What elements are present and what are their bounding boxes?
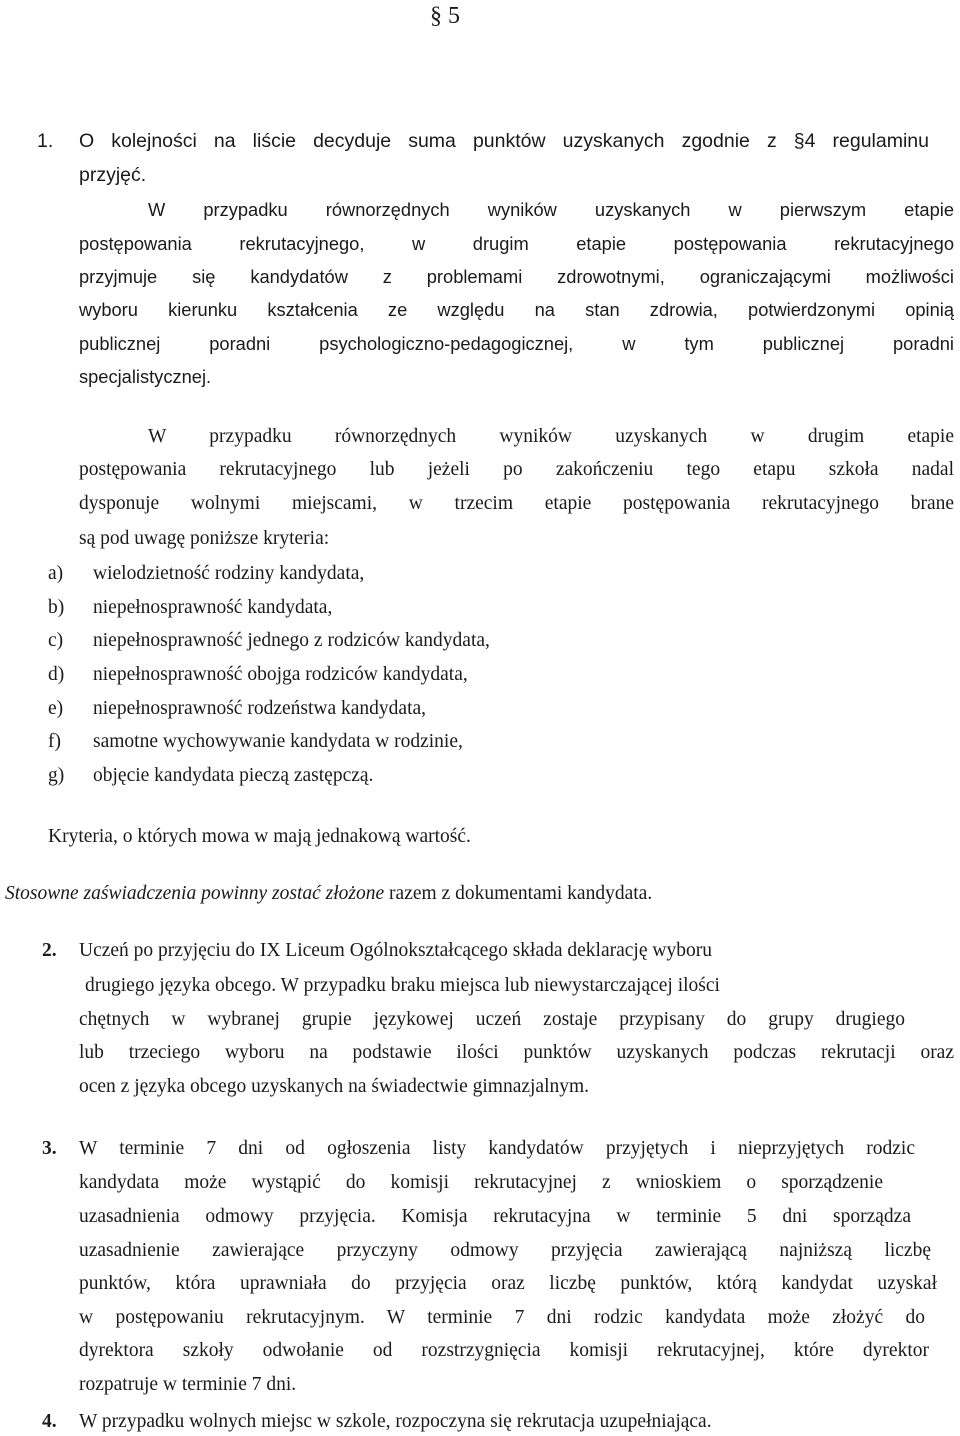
section-3-line: dyrektora szkoły odwołanie od rozstrzygnięcia komisji rekrutacyjnej, które dyrektor <box>79 1340 929 1361</box>
section-2-line: drugiego języka obcego. W przypadku braku miejsca lub niewystarczającej ilości <box>85 975 720 996</box>
criteria-item: niepełnosprawność kandydata, <box>93 597 333 618</box>
criteria-note: Kryteria, o których mowa w mają jednakową wartość. <box>48 826 471 847</box>
certificates-rest: razem z dokumentami kandydata. <box>384 883 653 904</box>
criteria-item: objęcie kandydata pieczą zastępczą. <box>93 765 374 786</box>
para2-line: są pod uwagę poniższe kryteria: <box>79 528 330 549</box>
criteria-item: samotne wychowywanie kandydata w rodzinie, <box>93 731 463 752</box>
section-3-line: kandydata może wystąpić do komisji rekrutacyjnej z wnioskiem o sporządzenie <box>79 1172 883 1193</box>
section-3-number: 3. <box>42 1138 57 1159</box>
section-2-line: lub trzeciego wyboru na podstawie ilości punktów uzyskanych podczas rekrutacji oraz <box>79 1042 954 1063</box>
criteria-item: niepełnosprawność rodzeństwa kandydata, <box>93 698 427 719</box>
para2-line: postępowania rekrutacyjnego lub jeżeli po zakończeniu tego etapu szkoła nadal <box>79 459 954 480</box>
criteria-item: wielodzietność rodziny kandydata, <box>93 563 365 584</box>
section-2-number: 2. <box>42 940 57 961</box>
section-3-line: punktów, która uprawniała do przyjęcia oraz liczbę punktów, którą kandydat uzyskał <box>79 1273 937 1294</box>
para1-line: postępowania rekrutacyjnego, w drugim etapie postępowania rekrutacyjnego <box>79 233 954 254</box>
criteria-item: niepełnosprawność jednego z rodziców kandydata, <box>93 630 490 651</box>
para2-line: dysponuje wolnymi miejscami, w trzecim etapie postępowania rekrutacyjnego brane <box>79 493 954 514</box>
section-1-line: O kolejności na liście decyduje suma punktów uzyskanych zgodnie z §4 regulaminu <box>79 130 929 152</box>
criteria-letter: e) <box>48 698 64 719</box>
section-3-line: uzasadnienia odmowy przyjęcia. Komisja rekrutacyjna w terminie 5 dni sporządza <box>79 1206 911 1227</box>
section-4-number: 4. <box>42 1411 57 1432</box>
certificates-line <box>5 882 652 906</box>
criteria-letter: g) <box>48 765 65 786</box>
criteria-letter: d) <box>48 664 65 685</box>
para1-line: specjalistycznej. <box>79 366 212 387</box>
section-3-line: rozpatruje w terminie 7 dni. <box>79 1374 297 1395</box>
certificates-italic: Stosowne zaświadczenia powinny zostać złożone <box>5 883 385 904</box>
section-2-line: Uczeń po przyjęciu do IX Liceum Ogólnokształcącego składa deklarację wyboru <box>79 940 712 961</box>
criteria-item: niepełnosprawność obojga rodziców kandydata, <box>93 664 468 685</box>
para2-line: W przypadku równorzędnych wyników uzyskanych w drugim etapie <box>148 426 954 447</box>
section-4-line: W przypadku wolnych miejsc w szkole, rozpoczyna się rekrutacja uzupełniająca. <box>79 1411 712 1432</box>
section-2-line: ocen z języka obcego uzyskanych na świadectwie gimnazjalnym. <box>79 1076 590 1097</box>
section-3-line: w postępowaniu rekrutacyjnym. W terminie 7 dni rodzic kandydata może złożyć do <box>79 1307 925 1328</box>
criteria-letter: a) <box>48 563 64 584</box>
section-3-line: uzasadnienie zawierające przyczyny odmowy przyjęcia zawierającą najniższą liczbę <box>79 1240 931 1261</box>
section-2-line: chętnych w wybranej grupie językowej uczeń zostaje przypisany do grupy drugiego <box>79 1009 905 1030</box>
section-3-line: W terminie 7 dni od ogłoszenia listy kandydatów przyjętych i nieprzyjętych rodzic <box>79 1138 915 1159</box>
criteria-letter: b) <box>48 597 65 618</box>
para1-line: przyjmuje się kandydatów z problemami zdrowotnymi, ograniczającymi możliwości <box>79 266 954 287</box>
para1-line: W przypadku równorzędnych wyników uzyskanych w pierwszym etapie <box>148 199 954 220</box>
criteria-letter: f) <box>48 731 61 752</box>
para1-line: wyboru kierunku kształcenia ze względu na stan zdrowia, potwierdzonymi opinią <box>79 299 954 320</box>
section-1-line: przyjęć. <box>79 164 147 186</box>
section-1-number: 1. <box>37 130 54 152</box>
para1-line: publicznej poradni psychologiczno-pedagogicznej, w tym publicznej poradni <box>79 333 954 354</box>
criteria-letter: c) <box>48 630 64 651</box>
page-heading: § 5 <box>430 3 460 29</box>
